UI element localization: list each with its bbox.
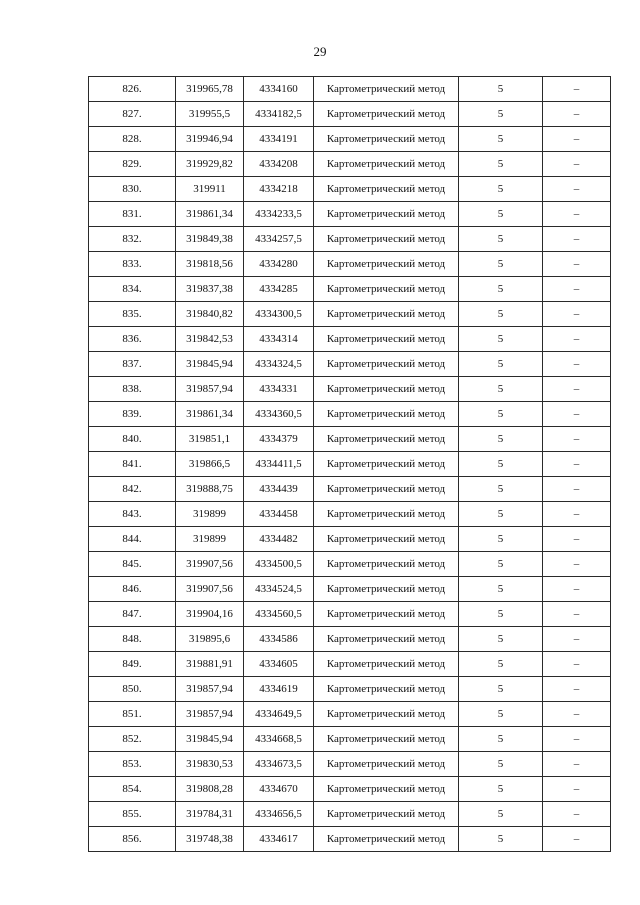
note-cell: – — [543, 727, 611, 752]
table-row — [89, 152, 611, 177]
note-cell: – — [543, 602, 611, 627]
method-cell: Картометрический метод — [314, 652, 459, 677]
y-coordinate-cell: 4334482 — [244, 527, 314, 552]
table-row — [89, 302, 611, 327]
point-number-cell: 829. — [89, 152, 176, 177]
y-coordinate-cell: 4334233,5 — [244, 202, 314, 227]
coordinates-table-body — [89, 77, 611, 852]
method-cell: Картометрический метод — [314, 552, 459, 577]
method-cell: Картометрический метод — [314, 127, 459, 152]
x-coordinate-cell: 319911 — [176, 177, 244, 202]
table-row — [89, 102, 611, 127]
table-row — [89, 427, 611, 452]
method-cell: Картометрический метод — [314, 352, 459, 377]
point-number-cell: 830. — [89, 177, 176, 202]
point-number-cell: 834. — [89, 277, 176, 302]
x-coordinate-cell: 319881,91 — [176, 652, 244, 677]
y-coordinate-cell: 4334182,5 — [244, 102, 314, 127]
accuracy-cell: 5 — [459, 602, 543, 627]
method-cell: Картометрический метод — [314, 702, 459, 727]
point-number-cell: 832. — [89, 227, 176, 252]
table-row — [89, 577, 611, 602]
note-cell: – — [543, 277, 611, 302]
accuracy-cell: 5 — [459, 377, 543, 402]
accuracy-cell: 5 — [459, 752, 543, 777]
x-coordinate-cell: 319955,5 — [176, 102, 244, 127]
method-cell: Картометрический метод — [314, 77, 459, 102]
y-coordinate-cell: 4334324,5 — [244, 352, 314, 377]
point-number-cell: 852. — [89, 727, 176, 752]
note-cell: – — [543, 152, 611, 177]
method-cell: Картометрический метод — [314, 627, 459, 652]
y-coordinate-cell: 4334314 — [244, 327, 314, 352]
y-coordinate-cell: 4334605 — [244, 652, 314, 677]
table-row — [89, 652, 611, 677]
note-cell: – — [543, 77, 611, 102]
method-cell: Картометрический метод — [314, 377, 459, 402]
note-cell: – — [543, 102, 611, 127]
point-number-cell: 851. — [89, 702, 176, 727]
accuracy-cell: 5 — [459, 427, 543, 452]
coordinates-table — [88, 76, 611, 852]
table-row — [89, 727, 611, 752]
method-cell: Картометрический метод — [314, 527, 459, 552]
y-coordinate-cell: 4334617 — [244, 827, 314, 852]
table-row — [89, 752, 611, 777]
point-number-cell: 846. — [89, 577, 176, 602]
table-row — [89, 377, 611, 402]
x-coordinate-cell: 319845,94 — [176, 352, 244, 377]
y-coordinate-cell: 4334285 — [244, 277, 314, 302]
table-row — [89, 252, 611, 277]
table-row — [89, 127, 611, 152]
point-number-cell: 850. — [89, 677, 176, 702]
x-coordinate-cell: 319907,56 — [176, 577, 244, 602]
accuracy-cell: 5 — [459, 352, 543, 377]
accuracy-cell: 5 — [459, 502, 543, 527]
accuracy-cell: 5 — [459, 702, 543, 727]
accuracy-cell: 5 — [459, 177, 543, 202]
point-number-cell: 844. — [89, 527, 176, 552]
accuracy-cell: 5 — [459, 227, 543, 252]
table-row — [89, 352, 611, 377]
note-cell: – — [543, 802, 611, 827]
x-coordinate-cell: 319784,31 — [176, 802, 244, 827]
note-cell: – — [543, 377, 611, 402]
table-row — [89, 677, 611, 702]
method-cell: Картометрический метод — [314, 752, 459, 777]
x-coordinate-cell: 319748,38 — [176, 827, 244, 852]
y-coordinate-cell: 4334280 — [244, 252, 314, 277]
note-cell: – — [543, 652, 611, 677]
table-row — [89, 452, 611, 477]
y-coordinate-cell: 4334524,5 — [244, 577, 314, 602]
method-cell: Картометрический метод — [314, 152, 459, 177]
point-number-cell: 827. — [89, 102, 176, 127]
method-cell: Картометрический метод — [314, 577, 459, 602]
point-number-cell: 843. — [89, 502, 176, 527]
accuracy-cell: 5 — [459, 652, 543, 677]
method-cell: Картометрический метод — [314, 502, 459, 527]
table-row — [89, 602, 611, 627]
y-coordinate-cell: 4334586 — [244, 627, 314, 652]
point-number-cell: 831. — [89, 202, 176, 227]
x-coordinate-cell: 319929,82 — [176, 152, 244, 177]
note-cell: – — [543, 227, 611, 252]
accuracy-cell: 5 — [459, 152, 543, 177]
table-row — [89, 402, 611, 427]
note-cell: – — [543, 352, 611, 377]
method-cell: Картометрический метод — [314, 727, 459, 752]
accuracy-cell: 5 — [459, 127, 543, 152]
table-row — [89, 827, 611, 852]
method-cell: Картометрический метод — [314, 802, 459, 827]
y-coordinate-cell: 4334218 — [244, 177, 314, 202]
note-cell: – — [543, 777, 611, 802]
note-cell: – — [543, 752, 611, 777]
point-number-cell: 840. — [89, 427, 176, 452]
table-row — [89, 277, 611, 302]
x-coordinate-cell: 319861,34 — [176, 202, 244, 227]
y-coordinate-cell: 4334300,5 — [244, 302, 314, 327]
x-coordinate-cell: 319899 — [176, 527, 244, 552]
x-coordinate-cell: 319907,56 — [176, 552, 244, 577]
table-row — [89, 552, 611, 577]
accuracy-cell: 5 — [459, 627, 543, 652]
y-coordinate-cell: 4334411,5 — [244, 452, 314, 477]
point-number-cell: 847. — [89, 602, 176, 627]
point-number-cell: 835. — [89, 302, 176, 327]
note-cell: – — [543, 252, 611, 277]
table-row — [89, 777, 611, 802]
table-row — [89, 477, 611, 502]
x-coordinate-cell: 319845,94 — [176, 727, 244, 752]
y-coordinate-cell: 4334649,5 — [244, 702, 314, 727]
x-coordinate-cell: 319857,94 — [176, 377, 244, 402]
x-coordinate-cell: 319857,94 — [176, 677, 244, 702]
method-cell: Картометрический метод — [314, 827, 459, 852]
x-coordinate-cell: 319808,28 — [176, 777, 244, 802]
note-cell: – — [543, 552, 611, 577]
x-coordinate-cell: 319946,94 — [176, 127, 244, 152]
point-number-cell: 839. — [89, 402, 176, 427]
method-cell: Картометрический метод — [314, 677, 459, 702]
note-cell: – — [543, 502, 611, 527]
method-cell: Картометрический метод — [314, 277, 459, 302]
table-row — [89, 802, 611, 827]
accuracy-cell: 5 — [459, 552, 543, 577]
method-cell: Картометрический метод — [314, 302, 459, 327]
note-cell: – — [543, 827, 611, 852]
x-coordinate-cell: 319899 — [176, 502, 244, 527]
y-coordinate-cell: 4334208 — [244, 152, 314, 177]
x-coordinate-cell: 319861,34 — [176, 402, 244, 427]
note-cell: – — [543, 427, 611, 452]
note-cell: – — [543, 202, 611, 227]
accuracy-cell: 5 — [459, 802, 543, 827]
accuracy-cell: 5 — [459, 252, 543, 277]
point-number-cell: 836. — [89, 327, 176, 352]
table-row — [89, 702, 611, 727]
y-coordinate-cell: 4334560,5 — [244, 602, 314, 627]
point-number-cell: 828. — [89, 127, 176, 152]
x-coordinate-cell: 319830,53 — [176, 752, 244, 777]
accuracy-cell: 5 — [459, 302, 543, 327]
accuracy-cell: 5 — [459, 327, 543, 352]
x-coordinate-cell: 319851,1 — [176, 427, 244, 452]
point-number-cell: 854. — [89, 777, 176, 802]
accuracy-cell: 5 — [459, 727, 543, 752]
y-coordinate-cell: 4334673,5 — [244, 752, 314, 777]
x-coordinate-cell: 319895,6 — [176, 627, 244, 652]
point-number-cell: 837. — [89, 352, 176, 377]
accuracy-cell: 5 — [459, 402, 543, 427]
y-coordinate-cell: 4334379 — [244, 427, 314, 452]
method-cell: Картометрический метод — [314, 452, 459, 477]
point-number-cell: 856. — [89, 827, 176, 852]
note-cell: – — [543, 452, 611, 477]
x-coordinate-cell: 319857,94 — [176, 702, 244, 727]
table-row — [89, 627, 611, 652]
y-coordinate-cell: 4334439 — [244, 477, 314, 502]
accuracy-cell: 5 — [459, 202, 543, 227]
table-row — [89, 177, 611, 202]
y-coordinate-cell: 4334656,5 — [244, 802, 314, 827]
note-cell: – — [543, 527, 611, 552]
point-number-cell: 845. — [89, 552, 176, 577]
x-coordinate-cell: 319965,78 — [176, 77, 244, 102]
method-cell: Картометрический метод — [314, 477, 459, 502]
accuracy-cell: 5 — [459, 677, 543, 702]
y-coordinate-cell: 4334668,5 — [244, 727, 314, 752]
method-cell: Картометрический метод — [314, 777, 459, 802]
method-cell: Картометрический метод — [314, 327, 459, 352]
point-number-cell: 853. — [89, 752, 176, 777]
accuracy-cell: 5 — [459, 477, 543, 502]
table-row — [89, 227, 611, 252]
method-cell: Картометрический метод — [314, 202, 459, 227]
y-coordinate-cell: 4334191 — [244, 127, 314, 152]
table-row — [89, 202, 611, 227]
table-row — [89, 77, 611, 102]
x-coordinate-cell: 319842,53 — [176, 327, 244, 352]
accuracy-cell: 5 — [459, 277, 543, 302]
accuracy-cell: 5 — [459, 577, 543, 602]
note-cell: – — [543, 627, 611, 652]
method-cell: Картометрический метод — [314, 427, 459, 452]
point-number-cell: 842. — [89, 477, 176, 502]
x-coordinate-cell: 319888,75 — [176, 477, 244, 502]
note-cell: – — [543, 477, 611, 502]
table-row — [89, 327, 611, 352]
method-cell: Картометрический метод — [314, 102, 459, 127]
method-cell: Картометрический метод — [314, 227, 459, 252]
point-number-cell: 838. — [89, 377, 176, 402]
x-coordinate-cell: 319866,5 — [176, 452, 244, 477]
y-coordinate-cell: 4334619 — [244, 677, 314, 702]
accuracy-cell: 5 — [459, 527, 543, 552]
method-cell: Картометрический метод — [314, 402, 459, 427]
y-coordinate-cell: 4334500,5 — [244, 552, 314, 577]
x-coordinate-cell: 319818,56 — [176, 252, 244, 277]
note-cell: – — [543, 327, 611, 352]
method-cell: Картометрический метод — [314, 602, 459, 627]
accuracy-cell: 5 — [459, 777, 543, 802]
page-number: 29 — [313, 44, 327, 59]
point-number-cell: 826. — [89, 77, 176, 102]
y-coordinate-cell: 4334360,5 — [244, 402, 314, 427]
y-coordinate-cell: 4334670 — [244, 777, 314, 802]
note-cell: – — [543, 127, 611, 152]
table-row — [89, 527, 611, 552]
accuracy-cell: 5 — [459, 452, 543, 477]
accuracy-cell: 5 — [459, 102, 543, 127]
point-number-cell: 833. — [89, 252, 176, 277]
table-row — [89, 502, 611, 527]
note-cell: – — [543, 702, 611, 727]
y-coordinate-cell: 4334331 — [244, 377, 314, 402]
note-cell: – — [543, 302, 611, 327]
note-cell: – — [543, 177, 611, 202]
y-coordinate-cell: 4334458 — [244, 502, 314, 527]
point-number-cell: 849. — [89, 652, 176, 677]
note-cell: – — [543, 402, 611, 427]
x-coordinate-cell: 319904,16 — [176, 602, 244, 627]
x-coordinate-cell: 319849,38 — [176, 227, 244, 252]
method-cell: Картометрический метод — [314, 177, 459, 202]
point-number-cell: 841. — [89, 452, 176, 477]
point-number-cell: 848. — [89, 627, 176, 652]
note-cell: – — [543, 577, 611, 602]
x-coordinate-cell: 319840,82 — [176, 302, 244, 327]
y-coordinate-cell: 4334257,5 — [244, 227, 314, 252]
x-coordinate-cell: 319837,38 — [176, 277, 244, 302]
accuracy-cell: 5 — [459, 827, 543, 852]
point-number-cell: 855. — [89, 802, 176, 827]
accuracy-cell: 5 — [459, 77, 543, 102]
method-cell: Картометрический метод — [314, 252, 459, 277]
note-cell: – — [543, 677, 611, 702]
y-coordinate-cell: 4334160 — [244, 77, 314, 102]
